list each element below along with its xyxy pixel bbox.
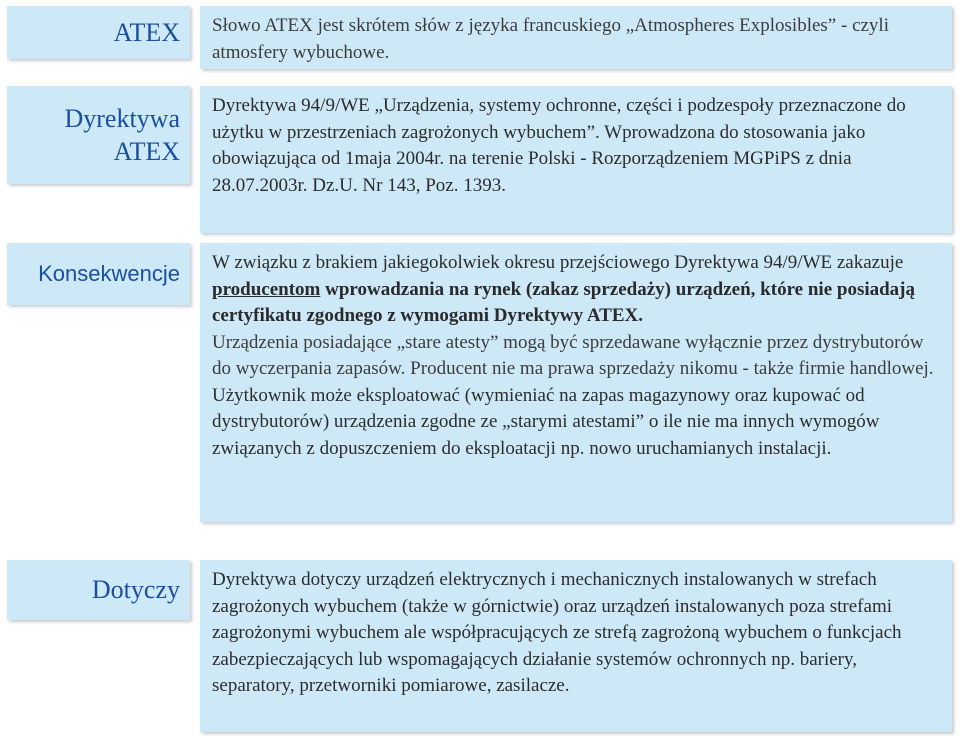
dotyczy-label: Dotyczy [91, 575, 180, 604]
atex-label-box [7, 6, 190, 59]
konsekwencje-label: Konsekwencje [38, 261, 180, 286]
konsekwencje-p1-bold: wprowadzania na rynek (zakaz sprzedaży) urządzeń, które nie posiadają certyfikatu zgodnego z wymogami Dyrektywy ATEX. [212, 278, 916, 326]
dyrektywa-description-box [200, 86, 952, 233]
konsekwencje-paragraph-3: Użytkownik może eksploatować (wymieniać na zapas magazynowy oraz kupować od dystrybutorów) urządzenia zgodne ze „starymi atestami” o ile nie ma innych wymogów związanych z dopuszczeniem do eksploatacji np. nowo uruchamianych instalacji. [212, 384, 880, 459]
konsekwencje-p1-producentom: producentom [212, 278, 321, 300]
dyrektywa-label-line1: Dyrektywa [64, 104, 180, 133]
atex-definition-box [200, 6, 952, 69]
konsekwencje-description-box [200, 243, 952, 522]
atex-label: ATEX [113, 17, 180, 47]
dotyczy-description-box [200, 560, 952, 732]
dyrektywa-description-text: Dyrektywa 94/9/WE „Urządzenia, systemy ochronne, części i podzespoły przeznaczone do użytku w przestrzeniach zagrożonych wybuchem”. Wprowadzona do stosowania jako obowiązująca od 1maja 2004r. na terenie Polski - Rozporządzeniem MGPiPS z dnia 28.07.2003r. Dz.U. Nr 143, Poz. 1393. [212, 95, 906, 196]
konsekwencje-label-box [7, 243, 190, 305]
konsekwencje-paragraph-1 [212, 250, 942, 330]
dotyczy-description-text: Dyrektywa dotyczy urządzeń elektrycznych i mechanicznych instalowanych w strefach zagrożonych wybuchem (także w górnictwie) oraz urządzeń instalowanych poza strefami zagrożonymi wybuchem ale współpracujących ze strefą zagrożoną wybuchem o funkcjach zabezpieczających lub wspomagających działanie systemów ochronnych np. bariery, separatory, przetworniki pomiarowe, zasilacze. [212, 569, 902, 696]
konsekwencje-p1-lead: W związku z brakiem jakiegokolwiek okresu przejściowego Dyrektywa 94/9/WE zakazuje [212, 252, 904, 273]
dyrektywa-label-line2: ATEX [113, 137, 180, 166]
dotyczy-label-box [7, 560, 190, 620]
atex-definition-text: Słowo ATEX jest skrótem słów z języka francuskiego „Atmospheres Explosibles” - czyli atmosfery wybuchowe. [212, 15, 889, 63]
konsekwencje-paragraph-2: Urządzenia posiadające „stare atesty” mogą być sprzedawane wyłącznie przez dystrybutorów do wyczerpania zapasów. Producent nie ma prawa sprzedaży nikomu - także firmie handlowej. [212, 331, 934, 379]
dyrektywa-label-box [7, 86, 190, 184]
